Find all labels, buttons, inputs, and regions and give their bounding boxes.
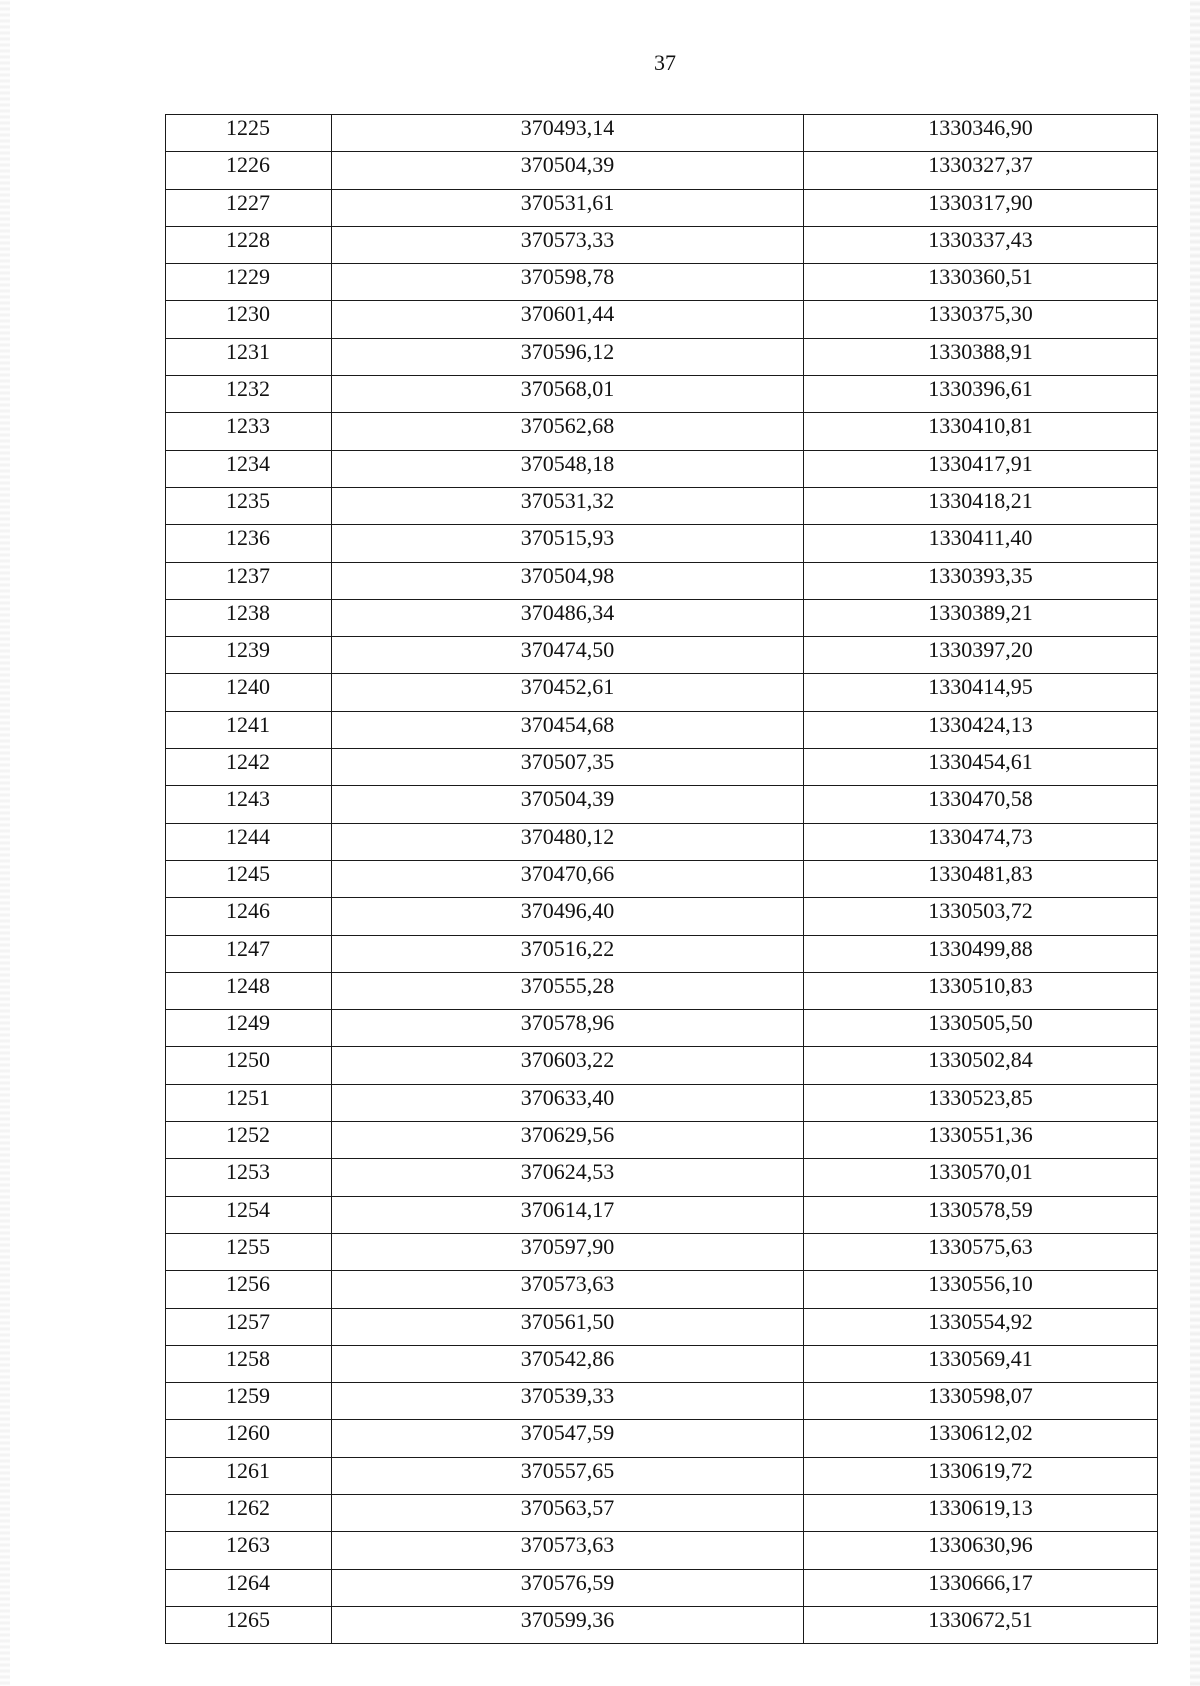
point-number-cell: 1238 [166, 599, 332, 636]
point-number-cell: 1254 [166, 1196, 332, 1233]
x-coordinate-cell: 370452,61 [332, 674, 804, 711]
y-coordinate-cell: 1330337,43 [804, 226, 1158, 263]
y-coordinate-cell: 1330327,37 [804, 152, 1158, 189]
point-number-cell: 1240 [166, 674, 332, 711]
x-coordinate-cell: 370507,35 [332, 749, 804, 786]
y-coordinate-cell: 1330551,36 [804, 1122, 1158, 1159]
table-row [166, 115, 1158, 152]
y-coordinate-cell: 1330454,61 [804, 749, 1158, 786]
y-coordinate-cell: 1330578,59 [804, 1196, 1158, 1233]
x-coordinate-cell: 370542,86 [332, 1345, 804, 1382]
point-number-cell: 1230 [166, 301, 332, 338]
point-number-cell: 1259 [166, 1383, 332, 1420]
point-number-cell: 1262 [166, 1494, 332, 1531]
x-coordinate-cell: 370614,17 [332, 1196, 804, 1233]
x-coordinate-cell: 370561,50 [332, 1308, 804, 1345]
y-coordinate-cell: 1330672,51 [804, 1606, 1158, 1643]
x-coordinate-cell: 370504,39 [332, 152, 804, 189]
x-coordinate-cell: 370557,65 [332, 1457, 804, 1494]
x-coordinate-cell: 370470,66 [332, 860, 804, 897]
x-coordinate-cell: 370539,33 [332, 1383, 804, 1420]
y-coordinate-cell: 1330414,95 [804, 674, 1158, 711]
page-number: 37 [654, 50, 676, 75]
table-row [166, 487, 1158, 524]
point-number-cell: 1234 [166, 450, 332, 487]
x-coordinate-cell: 370515,93 [332, 525, 804, 562]
x-coordinate-cell: 370568,01 [332, 376, 804, 413]
y-coordinate-cell: 1330598,07 [804, 1383, 1158, 1420]
point-number-cell: 1229 [166, 264, 332, 301]
x-coordinate-cell: 370596,12 [332, 338, 804, 375]
x-coordinate-cell: 370629,56 [332, 1122, 804, 1159]
point-number-cell: 1236 [166, 525, 332, 562]
table-row [166, 1084, 1158, 1121]
point-number-cell: 1233 [166, 413, 332, 450]
y-coordinate-cell: 1330503,72 [804, 898, 1158, 935]
point-number-cell: 1252 [166, 1122, 332, 1159]
point-number-cell: 1227 [166, 189, 332, 226]
y-coordinate-cell: 1330360,51 [804, 264, 1158, 301]
x-coordinate-cell: 370573,33 [332, 226, 804, 263]
x-coordinate-cell: 370603,22 [332, 1047, 804, 1084]
table-row [166, 1383, 1158, 1420]
point-number-cell: 1255 [166, 1233, 332, 1270]
x-coordinate-cell: 370578,96 [332, 1010, 804, 1047]
x-coordinate-cell: 370562,68 [332, 413, 804, 450]
point-number-cell: 1241 [166, 711, 332, 748]
x-coordinate-cell: 370531,32 [332, 487, 804, 524]
table-row [166, 1569, 1158, 1606]
x-coordinate-cell: 370597,90 [332, 1233, 804, 1270]
y-coordinate-cell: 1330569,41 [804, 1345, 1158, 1382]
y-coordinate-cell: 1330619,13 [804, 1494, 1158, 1531]
y-coordinate-cell: 1330510,83 [804, 972, 1158, 1009]
table-row [166, 823, 1158, 860]
y-coordinate-cell: 1330346,90 [804, 115, 1158, 152]
y-coordinate-cell: 1330499,88 [804, 935, 1158, 972]
table-row [166, 413, 1158, 450]
table-row [166, 637, 1158, 674]
x-coordinate-cell: 370516,22 [332, 935, 804, 972]
point-number-cell: 1261 [166, 1457, 332, 1494]
table-row [166, 1345, 1158, 1382]
table-row [166, 1308, 1158, 1345]
y-coordinate-cell: 1330417,91 [804, 450, 1158, 487]
point-number-cell: 1257 [166, 1308, 332, 1345]
x-coordinate-cell: 370573,63 [332, 1271, 804, 1308]
y-coordinate-cell: 1330630,96 [804, 1532, 1158, 1569]
point-number-cell: 1239 [166, 637, 332, 674]
table-row [166, 1494, 1158, 1531]
y-coordinate-cell: 1330502,84 [804, 1047, 1158, 1084]
point-number-cell: 1242 [166, 749, 332, 786]
table-row [166, 711, 1158, 748]
point-number-cell: 1258 [166, 1345, 332, 1382]
y-coordinate-cell: 1330389,21 [804, 599, 1158, 636]
table-row [166, 1420, 1158, 1457]
scan-edge-right [1190, 0, 1200, 1686]
x-coordinate-cell: 370493,14 [332, 115, 804, 152]
x-coordinate-cell: 370548,18 [332, 450, 804, 487]
table-row [166, 226, 1158, 263]
point-number-cell: 1264 [166, 1569, 332, 1606]
table-row [166, 1159, 1158, 1196]
table-row [166, 525, 1158, 562]
table-row [166, 786, 1158, 823]
y-coordinate-cell: 1330505,50 [804, 1010, 1158, 1047]
point-number-cell: 1228 [166, 226, 332, 263]
point-number-cell: 1243 [166, 786, 332, 823]
point-number-cell: 1248 [166, 972, 332, 1009]
point-number-cell: 1260 [166, 1420, 332, 1457]
y-coordinate-cell: 1330388,91 [804, 338, 1158, 375]
y-coordinate-cell: 1330612,02 [804, 1420, 1158, 1457]
y-coordinate-cell: 1330411,40 [804, 525, 1158, 562]
point-number-cell: 1235 [166, 487, 332, 524]
point-number-cell: 1231 [166, 338, 332, 375]
y-coordinate-cell: 1330375,30 [804, 301, 1158, 338]
table-row [166, 749, 1158, 786]
table-row [166, 376, 1158, 413]
y-coordinate-cell: 1330570,01 [804, 1159, 1158, 1196]
x-coordinate-cell: 370547,59 [332, 1420, 804, 1457]
x-coordinate-cell: 370573,63 [332, 1532, 804, 1569]
y-coordinate-cell: 1330481,83 [804, 860, 1158, 897]
x-coordinate-cell: 370633,40 [332, 1084, 804, 1121]
y-coordinate-cell: 1330470,58 [804, 786, 1158, 823]
table-row [166, 1233, 1158, 1270]
table-row [166, 599, 1158, 636]
y-coordinate-cell: 1330393,35 [804, 562, 1158, 599]
table-row [166, 264, 1158, 301]
table-row [166, 152, 1158, 189]
x-coordinate-cell: 370563,57 [332, 1494, 804, 1531]
y-coordinate-cell: 1330396,61 [804, 376, 1158, 413]
y-coordinate-cell: 1330418,21 [804, 487, 1158, 524]
table-row [166, 1196, 1158, 1233]
x-coordinate-cell: 370474,50 [332, 637, 804, 674]
table-row [166, 450, 1158, 487]
point-number-cell: 1232 [166, 376, 332, 413]
table-row [166, 338, 1158, 375]
coordinates-table-body [166, 115, 1158, 1644]
table-row [166, 1122, 1158, 1159]
point-number-cell: 1250 [166, 1047, 332, 1084]
x-coordinate-cell: 370599,36 [332, 1606, 804, 1643]
x-coordinate-cell: 370486,34 [332, 599, 804, 636]
point-number-cell: 1246 [166, 898, 332, 935]
table-row [166, 1606, 1158, 1643]
point-number-cell: 1253 [166, 1159, 332, 1196]
point-number-cell: 1225 [166, 115, 332, 152]
table-row [166, 972, 1158, 1009]
point-number-cell: 1245 [166, 860, 332, 897]
x-coordinate-cell: 370454,68 [332, 711, 804, 748]
x-coordinate-cell: 370504,39 [332, 786, 804, 823]
x-coordinate-cell: 370480,12 [332, 823, 804, 860]
table-row [166, 1271, 1158, 1308]
y-coordinate-cell: 1330556,10 [804, 1271, 1158, 1308]
x-coordinate-cell: 370504,98 [332, 562, 804, 599]
y-coordinate-cell: 1330397,20 [804, 637, 1158, 674]
scan-edge-left [0, 0, 10, 1686]
x-coordinate-cell: 370555,28 [332, 972, 804, 1009]
point-number-cell: 1251 [166, 1084, 332, 1121]
x-coordinate-cell: 370598,78 [332, 264, 804, 301]
table-row [166, 301, 1158, 338]
table-row [166, 935, 1158, 972]
x-coordinate-cell: 370496,40 [332, 898, 804, 935]
y-coordinate-cell: 1330554,92 [804, 1308, 1158, 1345]
table-row [166, 1457, 1158, 1494]
point-number-cell: 1263 [166, 1532, 332, 1569]
table-row [166, 562, 1158, 599]
y-coordinate-cell: 1330619,72 [804, 1457, 1158, 1494]
y-coordinate-cell: 1330575,63 [804, 1233, 1158, 1270]
table-row [166, 674, 1158, 711]
x-coordinate-cell: 370601,44 [332, 301, 804, 338]
point-number-cell: 1226 [166, 152, 332, 189]
point-number-cell: 1265 [166, 1606, 332, 1643]
table-row [166, 1047, 1158, 1084]
y-coordinate-cell: 1330474,73 [804, 823, 1158, 860]
point-number-cell: 1247 [166, 935, 332, 972]
table-row [166, 860, 1158, 897]
y-coordinate-cell: 1330666,17 [804, 1569, 1158, 1606]
table-row [166, 898, 1158, 935]
coordinates-table [165, 114, 1158, 1644]
point-number-cell: 1249 [166, 1010, 332, 1047]
table-row [166, 1010, 1158, 1047]
x-coordinate-cell: 370576,59 [332, 1569, 804, 1606]
table-row [166, 1532, 1158, 1569]
table-row [166, 189, 1158, 226]
y-coordinate-cell: 1330424,13 [804, 711, 1158, 748]
x-coordinate-cell: 370624,53 [332, 1159, 804, 1196]
point-number-cell: 1244 [166, 823, 332, 860]
y-coordinate-cell: 1330523,85 [804, 1084, 1158, 1121]
x-coordinate-cell: 370531,61 [332, 189, 804, 226]
point-number-cell: 1237 [166, 562, 332, 599]
point-number-cell: 1256 [166, 1271, 332, 1308]
y-coordinate-cell: 1330317,90 [804, 189, 1158, 226]
y-coordinate-cell: 1330410,81 [804, 413, 1158, 450]
